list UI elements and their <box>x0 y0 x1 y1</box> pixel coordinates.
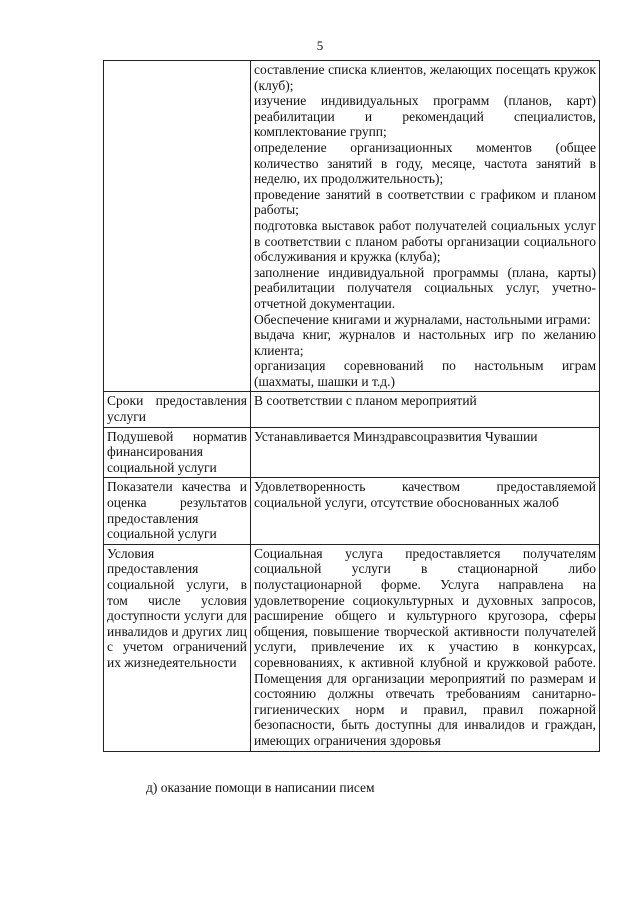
table-row <box>104 427 600 478</box>
row-label: Условия предоставления социальной услуги, в том числе условия доступности услуги для инвалидов и других лиц с учетом ограничений их жизнедеятельности <box>104 544 251 751</box>
row-label: Сроки предоставления услуги <box>104 392 251 427</box>
list-item: определение организационных моментов (общее количество занятий в году, месяце, частота занятий в неделю, их продолжительность); <box>254 139 596 187</box>
section-heading: д) оказание помощи в написании писем <box>146 780 375 795</box>
list-item: изучение индивидуальных программ (планов, карт) реабилитации и рекомендаций специалистов, комплектование групп; <box>254 93 596 140</box>
list-item: заполнение индивидуальной программы (плана, карты) реабилитации получателя социальных услуг, учетно-отчетной документации. <box>254 264 596 311</box>
list-item: Обеспечение книгами и журналами, настольными играми: <box>254 311 591 327</box>
list-item: проведение занятий в соответствии с графиком и планом работы; <box>254 186 596 218</box>
list-item: организация соревнований по настольным играм (шахматы, шашки и т.д.) <box>254 358 596 389</box>
service-table <box>103 60 600 752</box>
list-item: составление списка клиентов, желающих посещать кружок (клуб); <box>254 62 596 93</box>
table-row <box>104 61 600 392</box>
row-value: Устанавливается Минздравсоцразвития Чувашии <box>251 427 600 478</box>
row-value: В соответствии с планом мероприятий <box>251 392 600 427</box>
row-value: Социальная услуга предоставляется получателям социальной услуги в стационарной либо полустационарной форме. Услуга направлена на удовлетворение социокультурных и духовных запросов, расширение общего и культурного кругозора, сферы общения, повышение творческой активности получателей услуги, привлечение их к участию в конкурсах, соревнованиях, к активной клубной и кружковой работе. Помещения для организации мероприятий по размерам и состоянию должны отвечать требованиям санитарно-гигиенических норм и правил, правил пожарной безопасности, быть доступны для инвалидов и граждан, имеющих ограничения здоровья <box>251 544 600 751</box>
row-value: Удовлетворенность качеством предоставляемой социальной услуги, отсутствие обоснованных жалоб <box>251 478 600 544</box>
row-value <box>251 61 600 392</box>
page-number: 5 <box>316 38 324 53</box>
row-label: Подушевой норматив финансирования социальной услуги <box>104 427 251 478</box>
list-item: подготовка выставок работ получателей социальных услуг в соответствии с планом работы организации социального обслуживания и кружка (клуба); <box>254 217 596 265</box>
row-label <box>104 61 251 392</box>
table-row <box>104 478 600 544</box>
table-row <box>104 544 600 751</box>
row-label: Показатели качества и оценка результатов предоставления социальной услуги <box>104 478 251 544</box>
table-row <box>104 392 600 427</box>
list-item: выдача книг, журналов и настольных игр по желанию клиента; <box>254 327 596 358</box>
